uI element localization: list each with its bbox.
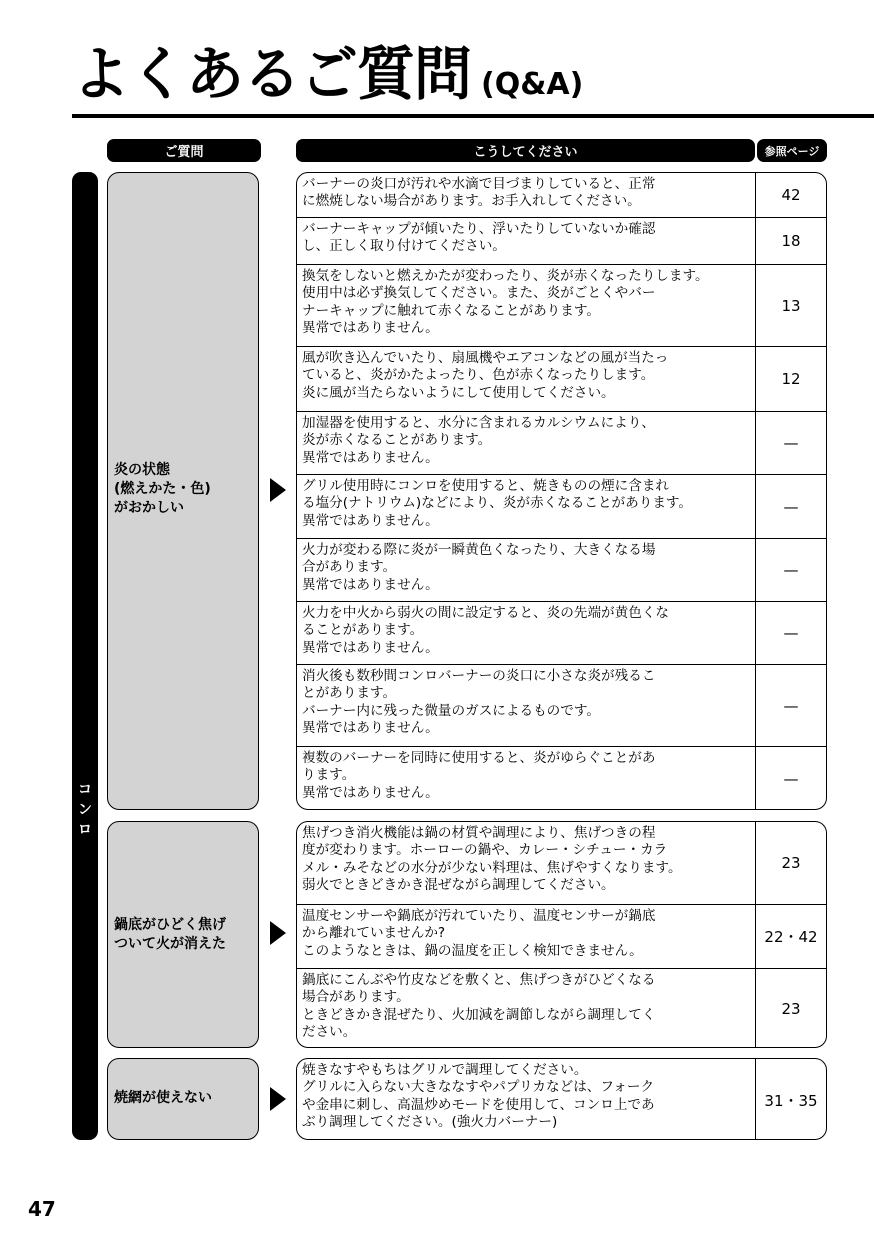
answer-text: 風が吹き込んでいたり、扇風機やエアコンなどの風が当たっ ていると、炎がかたよったり、色が赤くなったりします。 炎に風が当たらないようにして使用してください。 bbox=[302, 350, 669, 401]
question-box-flame bbox=[107, 172, 259, 810]
answer-row bbox=[297, 601, 826, 664]
page-ref: 12 bbox=[755, 347, 826, 411]
page-ref: — bbox=[755, 412, 826, 474]
page-ref: — bbox=[755, 539, 826, 601]
answer-row bbox=[297, 173, 826, 217]
answer-text: 焼きなすやもちはグリルで調理してください。 グリルに入らない大きななすやパプリカなどは、フォーク や金串に刺し、高温炒めモードを使用して、コンロ上であ ぶり調理してください。(強火力バーナー) bbox=[302, 1062, 655, 1131]
question-box-grill bbox=[107, 1058, 259, 1140]
answer-text: 火力を中火から弱火の間に設定すると、炎の先端が黄色くな ることがあります。 異常ではありません。 bbox=[302, 605, 670, 656]
question-scorch-text: 鍋底がひどく焦げ ついて火が消えた bbox=[114, 917, 226, 952]
answer-box-flame bbox=[296, 172, 827, 810]
arrow-icon bbox=[270, 1087, 286, 1111]
page-ref: — bbox=[755, 602, 826, 664]
page-title bbox=[72, 34, 583, 125]
answer-text: 消火後も数秒間コンロバーナーの炎口に小さな炎が残るこ とがあります。 バーナー内に残った微量のガスによるものです。 異常ではありません。 bbox=[302, 668, 656, 737]
answer-row bbox=[297, 474, 826, 538]
answer-box-grill bbox=[296, 1058, 827, 1140]
page-ref: — bbox=[755, 665, 826, 746]
answer-row bbox=[297, 411, 826, 474]
title-rule bbox=[72, 114, 874, 118]
question-grill-text: 焼網が使えない bbox=[114, 1090, 212, 1106]
answer-text: グリル使用時にコンロを使用すると、焼きものの煙に含まれ る塩分(ナトリウム)などにより、炎が赤くなることがあります。 異常ではありません。 bbox=[302, 478, 693, 529]
answer-text: バーナーキャップが傾いたり、浮いたりしていないか確認 し、正しく取り付けてください。 bbox=[302, 221, 656, 255]
page-ref: 23 bbox=[755, 969, 826, 1048]
question-flame-text: 炎の状態 (燃えかた・色) がおかしい bbox=[114, 462, 211, 516]
answer-text: 複数のバーナーを同時に使用すると、炎がゆらぐことがあ ります。 異常ではありません。 bbox=[302, 750, 656, 801]
answer-text: 温度センサーや鍋底が汚れていたり、温度センサーが鍋底 から離れていませんか? このようなときは、鍋の温度を正しく検知できません。 bbox=[302, 908, 656, 959]
page-ref: 31・35 bbox=[755, 1059, 826, 1140]
answer-row bbox=[297, 664, 826, 746]
answer-text: 火力が変わる際に炎が一瞬黄色くなったり、大きくなる場 合があります。 異常ではありません。 bbox=[302, 542, 656, 593]
answer-row bbox=[297, 1059, 826, 1140]
answer-row bbox=[297, 538, 826, 601]
answer-text: バーナーの炎口が汚れや水滴で目づまりしていると、正常 に燃焼しない場合があります。お手入れしてください。 bbox=[302, 176, 656, 210]
page-ref: 13 bbox=[755, 265, 826, 346]
answer-text: 鍋底にこんぶや竹皮などを敷くと、焦げつきがひどくなる 場合があります。 ときどきかき混ぜたり、火加減を調節しながら調理してく ださい。 bbox=[302, 972, 656, 1041]
category-label: コ ン ロ bbox=[78, 782, 92, 838]
question-box-scorch bbox=[107, 821, 259, 1048]
answer-row bbox=[297, 346, 826, 411]
answer-row bbox=[297, 746, 826, 810]
arrow-icon bbox=[270, 478, 286, 502]
page-number: 47 bbox=[28, 1197, 56, 1221]
page-header: 参照ページ bbox=[757, 139, 827, 162]
answer-header: こうしてください bbox=[296, 139, 755, 162]
title-main: よくあるご質問 bbox=[72, 40, 472, 108]
page-ref: — bbox=[755, 475, 826, 538]
answer-text: 換気をしないと燃えかたが変わったり、炎が赤くなったりします。 使用中は必ず換気してください。また、炎がごとくやバー ナーキャップに触れて赤くなることがあります。 異常ではありません。 bbox=[302, 268, 709, 337]
page-ref: — bbox=[755, 747, 826, 810]
answer-box-scorch bbox=[296, 821, 827, 1048]
answer-row bbox=[297, 264, 826, 346]
answer-row bbox=[297, 904, 826, 968]
answer-text: 焦げつき消火機能は鍋の材質や調理により、焦げつきの程 度が変わります。ホーローの鍋や、カレー・シチュー・カラ メル・みそなどの水分が少ない料理は、焦げやすくなります。 弱火でときどきかき混ぜながら調理してください。 bbox=[302, 825, 682, 894]
page-ref: 22・42 bbox=[755, 905, 826, 968]
arrow-icon bbox=[270, 921, 286, 945]
question-header: ご質問 bbox=[107, 139, 261, 162]
page-ref: 23 bbox=[755, 822, 826, 904]
page-ref: 18 bbox=[755, 218, 826, 264]
answer-row bbox=[297, 968, 826, 1048]
answer-row bbox=[297, 217, 826, 264]
category-bar bbox=[72, 172, 98, 1140]
answer-text: 加湿器を使用すると、水分に含まれるカルシウムにより、 炎が赤くなることがあります。 異常ではありません。 bbox=[302, 415, 655, 466]
page-ref: 42 bbox=[755, 173, 826, 217]
answer-row bbox=[297, 822, 826, 904]
title-sub: (Q&A) bbox=[481, 67, 584, 102]
